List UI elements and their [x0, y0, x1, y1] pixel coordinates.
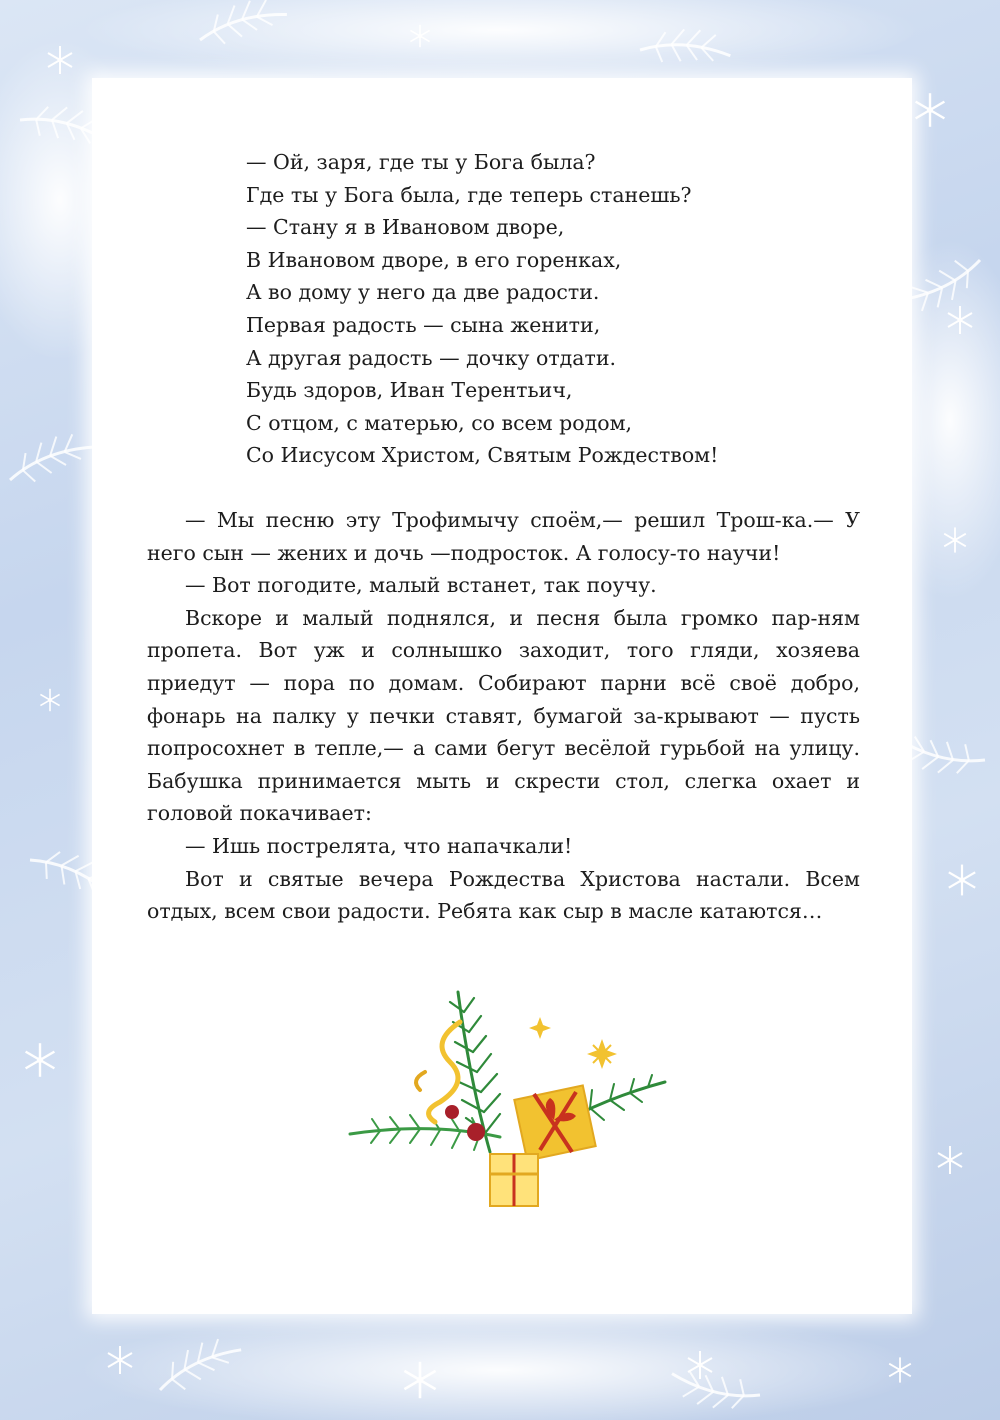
gift-box-icon	[514, 1085, 595, 1160]
poem-line: А другая радость — дочку отдати.	[246, 345, 617, 370]
poem-line: Где ты у Бога была, где теперь станешь?	[246, 182, 692, 207]
ribbon-curl-icon	[416, 1072, 425, 1090]
star-icon	[587, 1039, 617, 1069]
poem-line: В Ивановом дворе, в его горенках,	[246, 247, 622, 272]
paragraph: Вскоре и малый поднялся, и песня была громко пар-ням пропета. Вот уж и солнышко заходит, того гляди, хозяева приедут — пора по домам. Собирают парни всё своё добро, фонарь на палку у печки ставят, бумагой за-крывают — пусть попросохнет в тепле,— а сами бегут весёлой гурьбой на улицу. Бабушка принимается мыть и скрести стол, слегка охает и головой покачивает:	[147, 605, 860, 826]
snowflake-icon	[40, 689, 59, 711]
berry-icon	[467, 1123, 485, 1141]
christmas-ornament-illustration	[340, 962, 680, 1222]
frost-frond	[2, 428, 99, 488]
poem-line: Будь здоров, Иван Терентьич,	[246, 378, 573, 403]
poem-line: С отцом, с матерью, со всем родом,	[246, 410, 633, 435]
paragraph: — Мы песню эту Трофимычу споём,— решил Трош-ка.— У него сын — жених и дочь —подросток. А голосу-то научи!	[147, 508, 860, 565]
poem-line: Со Иисусом Христом, Святым Рождеством!	[246, 443, 719, 468]
poem-line: — Стану я в Ивановом дворе,	[246, 215, 565, 240]
paragraph: Вот и святые вечера Рождества Христова настали. Всем отдых, всем свои радости. Ребята как сыр в масле катаются…	[147, 866, 860, 924]
paragraph: — Вот погодите, малый встанет, так поучу.	[185, 573, 657, 598]
prose-block	[147, 504, 860, 928]
frost-glow-top	[80, 0, 920, 80]
poem-line: — Ой, заря, где ты у Бога была?	[246, 150, 596, 174]
poem-line: Первая радость — сына женити,	[246, 312, 601, 337]
berry-icon	[445, 1105, 459, 1119]
snowflake-icon	[949, 865, 975, 896]
poem-block	[246, 146, 846, 472]
poem-line: А во дому у него да две радости.	[246, 280, 600, 305]
star-icon	[529, 1017, 551, 1039]
snowflake-icon	[938, 1146, 962, 1174]
gift-box-icon	[490, 1154, 538, 1206]
paragraph: — Ишь пострелята, что напачкали!	[185, 833, 573, 858]
frost-glow-bottom	[80, 1310, 920, 1420]
snowflake-icon	[26, 1043, 55, 1077]
snowflake-icon	[916, 93, 945, 127]
